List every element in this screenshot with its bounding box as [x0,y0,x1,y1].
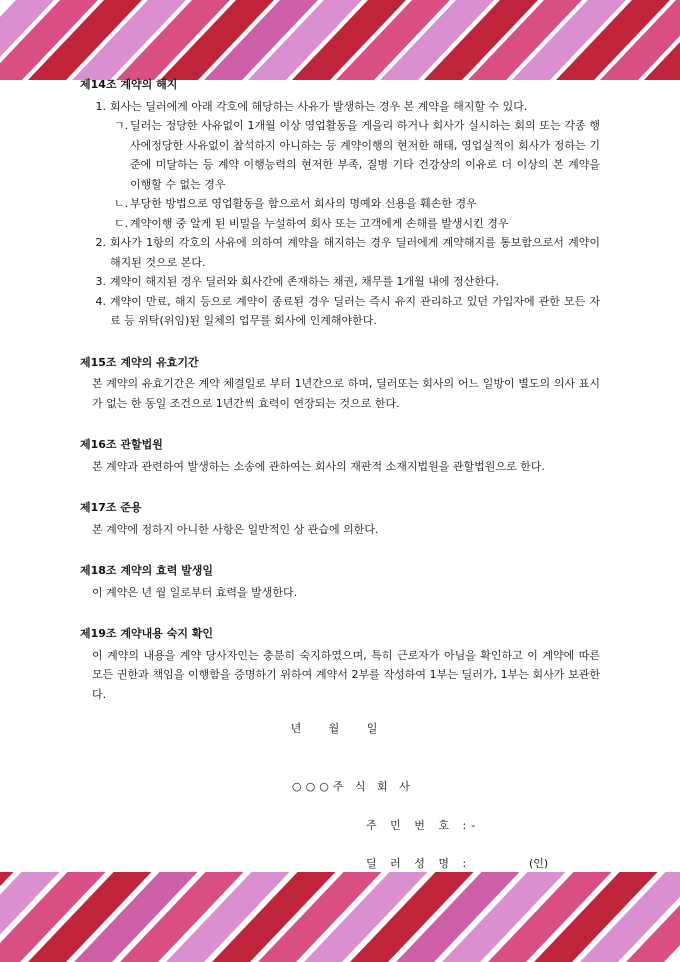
clause-text: 계약이 해지된 경우 딜러와 회사간에 존재하는 채권, 채무를 1개월 내에 정산한다. [110,275,499,288]
sub-clause-marker: ㄷ. [114,216,129,230]
resident-number-label: 주 민 번 호 :- [366,819,481,832]
sub-clause [80,194,600,214]
sub-clause [80,116,600,194]
article-text: 본 계약과 관련하여 발생하는 소송에 관하여는 회사의 재판적 소재지법원을 관할법원으로 한다. [92,459,545,473]
clause-number: 1. [95,99,106,113]
sub-clause-marker: ㄱ. [114,119,129,132]
article-title: 제15조 계약의 유효기간 [80,355,199,369]
article-title: 제18조 계약의 효력 발생일 [80,564,214,577]
contract-body [80,75,600,704]
clause-item [80,233,600,272]
article-text: 본 계약의 유효기간은 계약 체결일로 부터 1년간으로 하며, 딜러또는 회사의 어느 일방이 별도의 의사 표시가 없는 한 동일 조건으로 1년간씩 효력이 연장되는 것으로 한다. [92,377,600,410]
article-section [80,624,600,704]
sub-clause-text: 딜러는 정당한 사유없이 1개월 이상 영업활동을 게을리 하거나 회사가 실시하는 회의 또는 각종 행사에정당한 사유없이 참석하지 아니하는 등 계약이행의 현저한 해태, 영업실적이 회사가 정하는 기준에 미달하는 등 계약 이행능력의 현저한 부족, 질병 기타 건강상의 이유로 더 이상의 본 계약을 이행할 수 없는 경우 [130,119,600,191]
dealer-name-label: 딜 러 성 명 : [366,857,472,870]
clause-text: 회사가 1항의 각호의 사유에 의하여 계약을 해지하는 경우 딜러에게 계약해지를 통보함으로서 계약이 해지된 것으로 본다. [110,236,600,269]
article-section [80,498,600,539]
clause-item [80,292,600,331]
signature-date: 년 월 일 [290,722,390,735]
article-title: 제17조 준용 [80,501,142,514]
article-section [80,353,600,414]
article-text: 이 계약의 내용을 계약 당사자인는 충분히 숙지하였으며, 특히 근로자가 아님을 확인하고 이 계약에 따른 모든 권한과 책임을 이행함을 증명하기 위하여 계약서 2부를 작성하여 1부는 딜러가, 1부는 회사가 보관한다. [92,648,600,701]
article-section [80,561,600,602]
article-section [80,75,600,331]
article-title: 제16조 관할법원 [80,438,163,451]
article-text: 본 계약에 정하지 아니한 사항은 일반적인 상 관습에 의한다. [92,522,379,536]
top-decoration [0,0,680,80]
clause-number: 2. [95,236,106,249]
sub-clause-text: 계약이행 중 알게 된 비밀을 누설하여 회사 또는 고객에게 손해를 발생시킨 경우 [130,216,509,230]
article-title: 제19조 계약내용 숙지 확인 [80,627,214,640]
bottom-decoration [0,872,680,962]
article-title: 제14조 계약의 해지 [80,78,178,91]
clause-number: 4. [95,294,106,308]
clause-item [80,97,600,117]
seal-mark: (인) [529,857,549,870]
clause-number: 3. [95,275,106,288]
clause-text: 회사는 딜러에게 아래 각호에 해당하는 사유가 발생하는 경우 본 계약을 해지할 수 있다. [110,99,528,113]
article-section [80,435,600,476]
sub-clause-marker: ㄴ. [114,197,129,210]
article-text: 이 계약은 년 월 일로부터 효력을 발생한다. [92,585,298,599]
sub-clause [80,214,600,234]
clause-item [80,272,600,292]
clause-text: 계약이 만료, 해지 등으로 계약이 종료된 경우 딜러는 즉시 유지 관리하고 있던 가입자에 관한 모든 자료 등 위탁(위임)된 일체의 업무를 회사에 인계해야한다. [110,294,600,327]
sub-clause-text: 부당한 방법으로 영업활동을 함으로서 회사의 명예와 신용을 훼손한 경우 [130,197,477,210]
company-name: ○○○주 식 회 사 [292,780,414,793]
